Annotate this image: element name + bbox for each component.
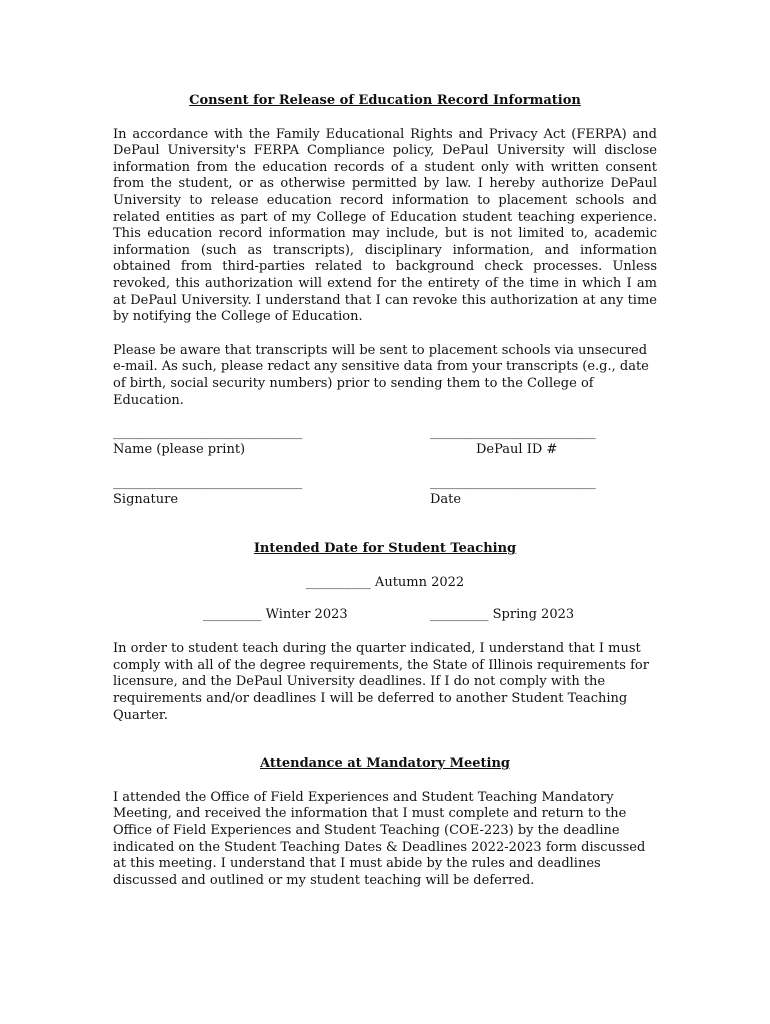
depaul-id-field-label: DePaul ID # xyxy=(476,441,558,457)
name-field-label: Name (please print) xyxy=(113,441,246,457)
name-id-row xyxy=(113,425,657,459)
date-field-label: Date xyxy=(430,491,462,507)
signature-field-line[interactable]: ________________________________ xyxy=(113,475,302,491)
signature-date-row xyxy=(113,475,657,509)
depaul-id-field-line[interactable]: ____________________________ xyxy=(430,425,596,441)
signature-field-label: Signature xyxy=(113,491,179,507)
ferpa-paragraph: In accordance with the Family Educational Rights and Privacy Act (FERPA) and DePaul University's FERPA Compliance policy, DePaul University will disclose information from the education records of a student only with written consent from the student, or as otherwise permitted by law. I hereby authorize DePaul University to release education record information to placement schools and related entities as part of my College of Education student teaching experience. This education record information may include, but is not limited to, academic information (such as transcripts), disciplinary information, and information obtained from third-parties related to background check processes. Unless revoked, this authorization will extend for the entirety of the time in which I am at DePaul University. I understand that I can revoke this authorization at any time by notifying the College of Education. xyxy=(113,126,657,325)
date-field-line[interactable]: ____________________________ xyxy=(430,475,596,491)
consent-title: Consent for Release of Education Record Information xyxy=(189,93,581,108)
winter-spring-row xyxy=(113,607,657,624)
document-page xyxy=(113,93,657,889)
spring-option[interactable]: _________ Spring 2023 xyxy=(430,607,575,623)
winter-option[interactable]: _________ Winter 2023 xyxy=(203,607,348,623)
intended-date-title: Intended Date for Student Teaching xyxy=(253,541,517,557)
attendance-title: Attendance at Mandatory Meeting xyxy=(259,756,511,772)
attendance-paragraph: I attended the Office of Field Experiences and Student Teaching Mandatory Meeting, and received the information that I must complete and return to the Office of Field Experiences and Student Teaching (COE-223) by the deadline indicated on the Student Teaching Dates & Deadlines 2022-2023 form discussed at this meeting. I understand that I must abide by the rules and deadlines discussed and outlined or my student teaching will be deferred. xyxy=(113,789,646,888)
transcript-paragraph: Please be aware that transcripts will be sent to placement schools via unsecured e-mail. As such, please redact any sensitive data from your transcripts (e.g., date of birth, social security numbers) prior to sending them to the College of Education. xyxy=(113,342,649,408)
student-teach-paragraph: In order to student teach during the quarter indicated, I understand that I must comply with all of the degree requirements, the State of Illinois requirements for licensure, and the DePaul University deadlines. If I do not comply with the requirements and/or deadlines I will be deferred to another Student Teaching Quarter. xyxy=(113,641,649,723)
name-field-line[interactable]: ________________________________ xyxy=(113,425,302,441)
autumn-option[interactable]: __________ Autumn 2022 xyxy=(305,574,465,590)
